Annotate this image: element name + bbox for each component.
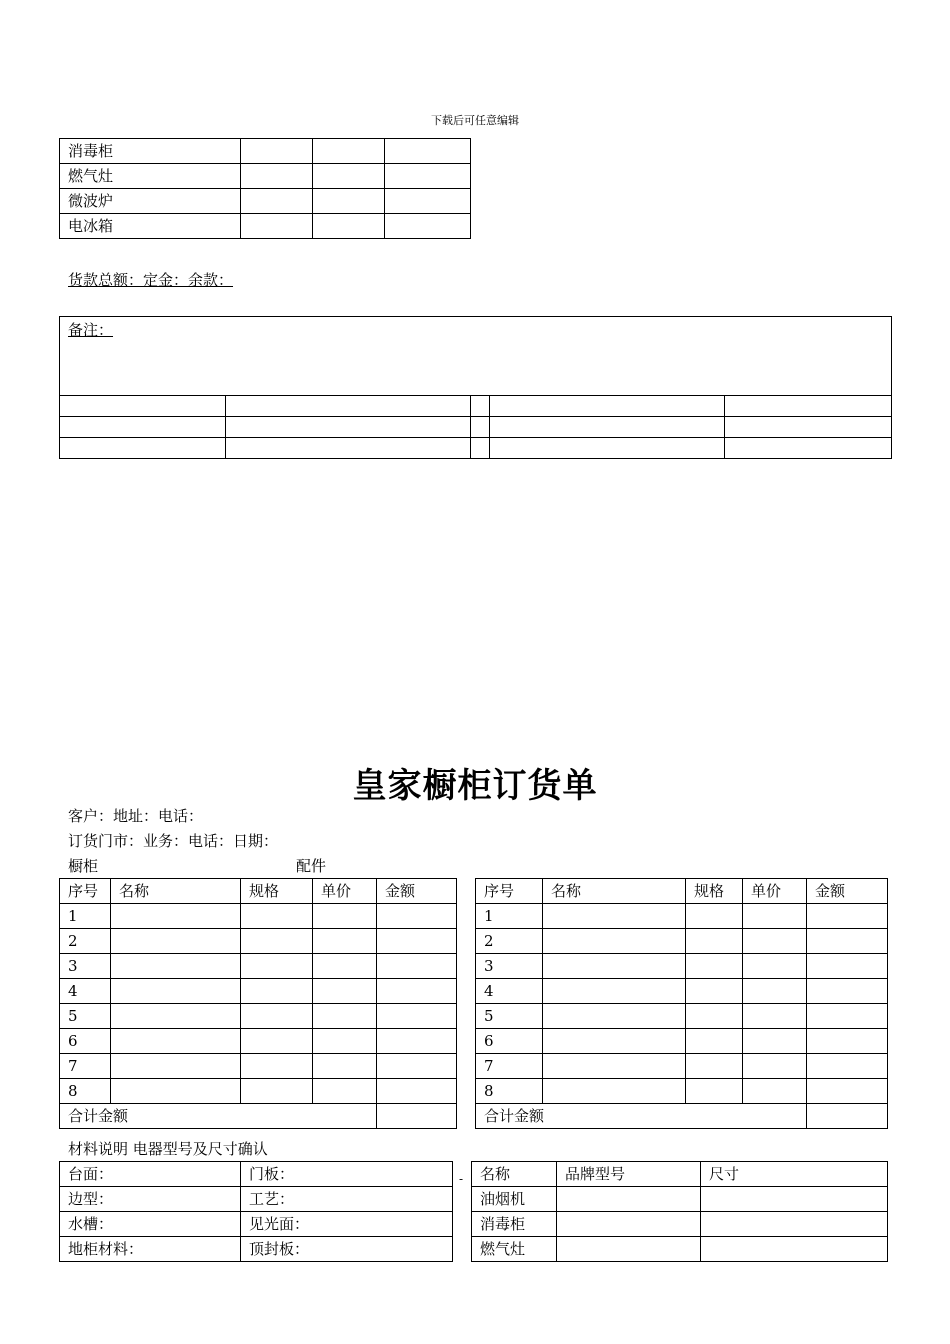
table-cell[interactable] [807,1029,888,1054]
appliance-name: 燃气灶 [472,1237,557,1262]
table-cell[interactable] [111,979,241,1004]
remarks-table [59,316,892,459]
column-header: 名称 [543,879,686,904]
table-cell[interactable] [313,1079,377,1104]
table-row [60,929,457,954]
table-row [60,139,471,164]
table-row [476,904,888,929]
table-row [60,1187,453,1212]
material-field-top-seal[interactable]: 顶封板： [241,1237,453,1262]
table-cell[interactable] [313,1054,377,1079]
table-cell[interactable] [686,1079,743,1104]
column-header: 尺寸 [701,1162,888,1187]
column-header: 名称 [111,879,241,904]
table-cell[interactable] [743,1054,807,1079]
table-cell[interactable] [807,954,888,979]
table-row [60,438,892,459]
table-cell[interactable] [377,1004,457,1029]
table-cell[interactable] [701,1187,888,1212]
table-row [60,1004,457,1029]
parts-table [475,878,888,1129]
table-header-row [476,879,888,904]
appliance-name: 电冰箱 [60,214,241,239]
table-cell[interactable] [313,954,377,979]
table-cell[interactable] [743,1029,807,1054]
table-cell[interactable] [701,1237,888,1262]
table-cell[interactable] [686,954,743,979]
section-parts-label: 配件 [296,857,327,875]
table-cell[interactable] [241,1004,313,1029]
table-cell[interactable] [241,1054,313,1079]
row-number: 6 [476,1029,543,1054]
table-cell[interactable] [111,1029,241,1054]
table-cell[interactable] [743,1004,807,1029]
row-number: 3 [476,954,543,979]
appliance-table-top [59,138,471,239]
table-header-row [472,1162,888,1187]
table-header-row [60,879,457,904]
row-number: 5 [476,1004,543,1029]
table-cell[interactable] [543,954,686,979]
table-cell[interactable] [743,929,807,954]
table-cell[interactable] [686,1004,743,1029]
row-number: 7 [60,1054,111,1079]
table-cell[interactable] [725,438,892,459]
table-cell[interactable] [313,139,385,164]
material-table [59,1161,453,1262]
table-row [472,1237,888,1262]
table-cell[interactable] [490,417,725,438]
material-field-edge[interactable]: 边型： [60,1187,241,1212]
table-row [476,979,888,1004]
table-row [60,904,457,929]
table-cell[interactable] [377,1079,457,1104]
table-cell[interactable] [807,1079,888,1104]
material-caption: 材料说明 电器型号及尺寸确认 [68,1140,268,1158]
appliance-table-bottom [471,1161,888,1262]
row-number: 7 [476,1054,543,1079]
table-cell[interactable] [313,929,377,954]
customer-line: 客户：地址：电话： [68,807,204,825]
appliance-name: 燃气灶 [60,164,241,189]
cabinet-table [59,878,457,1129]
table-cell[interactable] [377,979,457,1004]
total-amount-cell[interactable] [807,1104,888,1129]
table-cell[interactable] [471,438,490,459]
table-cell[interactable] [241,979,313,1004]
table-cell[interactable] [111,1004,241,1029]
table-cell[interactable] [471,396,490,417]
remarks-label: 备注： [68,321,114,339]
table-cell[interactable] [226,396,471,417]
table-cell[interactable] [377,1029,457,1054]
row-number: 8 [60,1079,111,1104]
table-cell[interactable] [686,904,743,929]
table-row [60,979,457,1004]
column-header: 单价 [313,879,377,904]
row-number: 1 [60,904,111,929]
material-field-countertop[interactable]: 台面： [60,1162,241,1187]
table-cell[interactable] [313,214,385,239]
row-number: 6 [60,1029,111,1054]
payment-line: 货款总额：定金：余款： [68,271,234,289]
table-cell[interactable] [241,189,313,214]
table-cell[interactable] [385,189,471,214]
table-cell[interactable] [241,929,313,954]
header-note: 下载后可任意编辑 [431,114,519,127]
appliance-name: 微波炉 [60,189,241,214]
column-header: 单价 [743,879,807,904]
table-cell[interactable] [743,904,807,929]
table-cell[interactable] [377,954,457,979]
table-cell[interactable] [743,1079,807,1104]
table-cell[interactable] [385,164,471,189]
table-cell[interactable] [377,904,457,929]
table-cell[interactable] [241,214,313,239]
table-row [60,1237,453,1262]
column-header: 规格 [686,879,743,904]
table-cell[interactable] [543,1054,686,1079]
table-cell[interactable] [313,904,377,929]
table-cell[interactable] [686,979,743,1004]
row-number: 3 [60,954,111,979]
appliance-name: 消毒柜 [472,1212,557,1237]
table-cell[interactable] [313,1004,377,1029]
table-cell[interactable] [807,929,888,954]
table-cell[interactable] [313,164,385,189]
table-cell[interactable] [385,139,471,164]
column-header: 序号 [60,879,111,904]
table-cell[interactable] [725,396,892,417]
row-number: 5 [60,1004,111,1029]
table-row [60,417,892,438]
appliance-name: 油烟机 [472,1187,557,1212]
table-cell[interactable] [313,979,377,1004]
table-cell[interactable] [543,979,686,1004]
table-cell[interactable] [60,396,226,417]
table-cell[interactable] [701,1212,888,1237]
table-cell[interactable] [807,1004,888,1029]
material-field-visible-face[interactable]: 见光面： [241,1212,453,1237]
material-field-door-panel[interactable]: 门板： [241,1162,453,1187]
page-title: 皇家橱柜订货单 [352,766,598,806]
table-row [60,189,471,214]
table-cell[interactable] [111,929,241,954]
table-cell[interactable] [241,139,313,164]
table-cell[interactable] [743,954,807,979]
table-cell[interactable] [490,438,725,459]
table-cell[interactable] [725,417,892,438]
table-row [60,1162,453,1187]
remarks-area[interactable] [60,317,892,396]
total-row [476,1104,888,1129]
material-field-craft[interactable]: 工艺： [241,1187,453,1212]
table-row [60,396,892,417]
table-cell[interactable] [241,904,313,929]
table-cell[interactable] [241,164,313,189]
table-row [60,1079,457,1104]
table-cell[interactable] [557,1237,701,1262]
table-row [476,1079,888,1104]
table-cell[interactable] [807,904,888,929]
table-cell[interactable] [807,1054,888,1079]
table-row [476,954,888,979]
table-row [60,954,457,979]
column-header: 金额 [377,879,457,904]
table-cell[interactable] [385,214,471,239]
table-cell[interactable] [471,417,490,438]
column-header: 品牌型号 [557,1162,701,1187]
table-row [472,1212,888,1237]
table-row [476,929,888,954]
table-cell[interactable] [111,954,241,979]
total-label: 合计金额 [476,1104,807,1129]
table-cell[interactable] [543,929,686,954]
table-cell[interactable] [557,1187,701,1212]
table-cell[interactable] [60,417,226,438]
table-cell[interactable] [686,929,743,954]
table-cell[interactable] [241,954,313,979]
table-row [60,1029,457,1054]
table-cell[interactable] [686,1054,743,1079]
row-number: 4 [476,979,543,1004]
material-field-sink[interactable]: 水槽： [60,1212,241,1237]
total-label: 合计金额 [60,1104,377,1129]
table-cell[interactable] [557,1212,701,1237]
column-header: 金额 [807,879,888,904]
table-row [60,1054,457,1079]
table-cell[interactable] [543,1079,686,1104]
table-row [60,164,471,189]
separator-dash: - [459,1172,464,1186]
column-header: 序号 [476,879,543,904]
row-number: 4 [60,979,111,1004]
row-number: 1 [476,904,543,929]
table-cell[interactable] [807,979,888,1004]
table-cell[interactable] [686,1029,743,1054]
table-cell[interactable] [111,1079,241,1104]
material-field-base-cabinet[interactable]: 地柜材料： [60,1237,241,1262]
total-amount-cell[interactable] [377,1104,457,1129]
table-cell[interactable] [111,1054,241,1079]
table-row [60,214,471,239]
order-line: 订货门市：业务：电话：日期： [68,832,279,850]
table-row [476,1054,888,1079]
total-row [60,1104,457,1129]
table-row [476,1029,888,1054]
table-cell[interactable] [241,1029,313,1054]
row-number: 2 [60,929,111,954]
table-cell[interactable] [60,438,226,459]
table-cell[interactable] [226,417,471,438]
appliance-name: 消毒柜 [60,139,241,164]
table-cell[interactable] [543,1004,686,1029]
table-cell[interactable] [490,396,725,417]
table-cell[interactable] [543,1029,686,1054]
column-header: 名称 [472,1162,557,1187]
row-number: 2 [476,929,543,954]
table-cell[interactable] [226,438,471,459]
table-row [476,1004,888,1029]
table-cell[interactable] [111,904,241,929]
table-row [60,1212,453,1237]
section-cabinet-label: 橱柜 [68,857,99,875]
column-header: 规格 [241,879,313,904]
table-cell[interactable] [313,189,385,214]
table-cell[interactable] [377,1054,457,1079]
table-cell[interactable] [743,979,807,1004]
table-cell[interactable] [313,1029,377,1054]
row-number: 8 [476,1079,543,1104]
table-cell[interactable] [377,929,457,954]
table-cell[interactable] [543,904,686,929]
table-cell[interactable] [241,1079,313,1104]
table-row [472,1187,888,1212]
